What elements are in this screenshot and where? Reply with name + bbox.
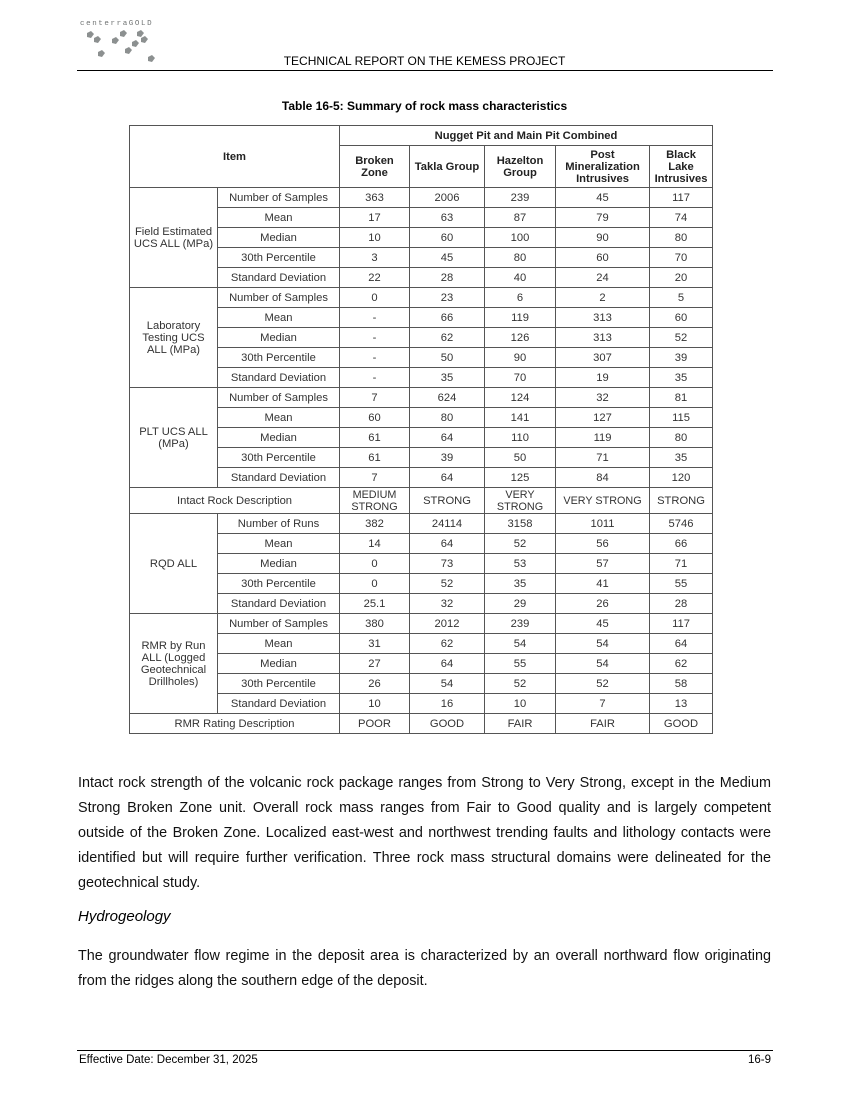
table-row [130, 268, 713, 288]
table-cell: 115 [650, 408, 713, 428]
table-row [130, 308, 713, 328]
table-cell: - [340, 348, 410, 368]
body-paragraph-1: Intact rock strength of the volcanic rock package ranges from Strong to Very Strong, except in the Medium Strong Broken Zone unit. Overall rock mass ranges from Fair to Good quality and is largely competent outside of the Broken Zone. Localized east-west and northwest trending faults and lithology contacts were identified but will require further verification. Three rock mass structural domains were delineated for the geotechnical study. [78, 775, 771, 891]
row-item: Mean [218, 534, 340, 554]
table-cell: 60 [650, 308, 713, 328]
summary-row [130, 714, 713, 734]
page-number: 16-9 [747, 1054, 771, 1066]
table-cell: 50 [410, 348, 485, 368]
table-cell: 17 [340, 208, 410, 228]
section-label: RQD ALL [130, 514, 218, 614]
row-item: Standard Deviation [218, 694, 340, 714]
table-row [130, 228, 713, 248]
summary-cell: MEDIUM STRONG [340, 488, 410, 514]
row-item: Number of Runs [218, 514, 340, 534]
table-cell: 35 [485, 574, 556, 594]
table-cell: 52 [485, 674, 556, 694]
table-cell: 64 [410, 654, 485, 674]
table-cell: 239 [485, 614, 556, 634]
table-cell: 20 [650, 268, 713, 288]
summary-cell: FAIR [556, 714, 650, 734]
column-header: Black Lake Intrusives [650, 146, 713, 188]
summary-row [130, 488, 713, 514]
table-row [130, 248, 713, 268]
table-cell: 52 [556, 674, 650, 694]
table-cell: 54 [556, 654, 650, 674]
table-cell: 52 [410, 574, 485, 594]
table-cell: 119 [556, 428, 650, 448]
table-cell: 2 [556, 288, 650, 308]
table-cell: 84 [556, 468, 650, 488]
table-cell: 61 [340, 448, 410, 468]
table-body [130, 188, 713, 734]
table-row [130, 694, 713, 714]
table-cell: 110 [485, 428, 556, 448]
table-cell: 5 [650, 288, 713, 308]
table-cell: 126 [485, 328, 556, 348]
row-item: 30th Percentile [218, 248, 340, 268]
table-cell: 35 [650, 448, 713, 468]
effective-date: Effective Date: December 31, 2025 [79, 1054, 258, 1066]
table-cell: 0 [340, 574, 410, 594]
table-cell: 7 [340, 468, 410, 488]
report-title: TECHNICAL REPORT ON THE KEMESS PROJECT [283, 54, 566, 68]
table-row [130, 368, 713, 388]
table-cell: 119 [485, 308, 556, 328]
table-cell: 71 [650, 554, 713, 574]
table-cell: 127 [556, 408, 650, 428]
table-cell: 60 [340, 408, 410, 428]
section-label: Field Estimated UCS ALL (MPa) [130, 188, 218, 288]
section-label: PLT UCS ALL (MPa) [130, 388, 218, 488]
table-cell: 40 [485, 268, 556, 288]
table-cell: 117 [650, 188, 713, 208]
summary-cell: VERY STRONG [556, 488, 650, 514]
table-cell: 117 [650, 614, 713, 634]
table-row [130, 448, 713, 468]
table-cell: 10 [340, 694, 410, 714]
table-cell: 23 [410, 288, 485, 308]
table-cell: 26 [340, 674, 410, 694]
group-header: Nugget Pit and Main Pit Combined [340, 126, 713, 146]
table-cell: 61 [340, 428, 410, 448]
section-label: Laboratory Testing UCS ALL (MPa) [130, 288, 218, 388]
body-paragraph-2: The groundwater flow regime in the deposit area is characterized by an overall northward flow originating from the ridges along the southern edge of the deposit. [78, 948, 771, 989]
table-row [130, 348, 713, 368]
footer-divider [77, 1050, 773, 1051]
table-cell: 363 [340, 188, 410, 208]
table-cell: 0 [340, 288, 410, 308]
table-cell: 10 [485, 694, 556, 714]
table-row [130, 208, 713, 228]
table-cell: 41 [556, 574, 650, 594]
table-cell: 45 [556, 614, 650, 634]
column-header: Broken Zone [340, 146, 410, 188]
table-cell: 6 [485, 288, 556, 308]
table-row [130, 328, 713, 348]
table-cell: 35 [410, 368, 485, 388]
table-cell: 7 [340, 388, 410, 408]
table-cell: 13 [650, 694, 713, 714]
table-cell: 55 [485, 654, 556, 674]
summary-cell: FAIR [485, 714, 556, 734]
table-cell: 80 [650, 428, 713, 448]
summary-cell: GOOD [410, 714, 485, 734]
table-cell: - [340, 328, 410, 348]
table-cell: 382 [340, 514, 410, 534]
table-cell: 39 [650, 348, 713, 368]
table-row [130, 614, 713, 634]
table-cell: 7 [556, 694, 650, 714]
table-cell: 26 [556, 594, 650, 614]
table-cell: 35 [650, 368, 713, 388]
table-cell: 31 [340, 634, 410, 654]
summary-label: RMR Rating Description [130, 714, 340, 734]
table-row [130, 468, 713, 488]
table-cell: 27 [340, 654, 410, 674]
table-cell: 70 [485, 368, 556, 388]
table-cell: 80 [410, 408, 485, 428]
table-cell: 54 [410, 674, 485, 694]
table-cell: 54 [485, 634, 556, 654]
table-cell: 32 [556, 388, 650, 408]
row-item: Number of Samples [218, 288, 340, 308]
table-cell: 45 [410, 248, 485, 268]
column-header: Takla Group [410, 146, 485, 188]
table-cell: 25.1 [340, 594, 410, 614]
table-cell: 2006 [410, 188, 485, 208]
header-divider [77, 70, 773, 71]
row-item: Number of Samples [218, 614, 340, 634]
table-cell: 87 [485, 208, 556, 228]
table-cell: 54 [556, 634, 650, 654]
table-row [130, 634, 713, 654]
table-cell: 28 [410, 268, 485, 288]
table-cell: 62 [410, 634, 485, 654]
table-row [130, 574, 713, 594]
row-item: 30th Percentile [218, 674, 340, 694]
table-cell: 100 [485, 228, 556, 248]
table-cell: 53 [485, 554, 556, 574]
table-cell: 64 [410, 428, 485, 448]
column-header: Hazelton Group [485, 146, 556, 188]
table-cell: 24 [556, 268, 650, 288]
table-cell: 90 [556, 228, 650, 248]
summary-cell: POOR [340, 714, 410, 734]
table-row [130, 674, 713, 694]
summary-cell: VERY STRONG [485, 488, 556, 514]
row-item: Median [218, 428, 340, 448]
row-item: Median [218, 228, 340, 248]
table-cell: 3 [340, 248, 410, 268]
table-cell: 80 [485, 248, 556, 268]
table-cell: 64 [410, 468, 485, 488]
table-cell: 45 [556, 188, 650, 208]
row-item: Number of Samples [218, 188, 340, 208]
table-cell: 124 [485, 388, 556, 408]
table-cell: 66 [410, 308, 485, 328]
table-cell: 81 [650, 388, 713, 408]
table-cell: 70 [650, 248, 713, 268]
row-item: Standard Deviation [218, 268, 340, 288]
summary-cell: STRONG [650, 488, 713, 514]
table-cell: 29 [485, 594, 556, 614]
table-row [130, 408, 713, 428]
table-cell: 307 [556, 348, 650, 368]
row-item: Mean [218, 308, 340, 328]
table-row [130, 654, 713, 674]
table-cell: 74 [650, 208, 713, 228]
table-cell: 55 [650, 574, 713, 594]
table-cell: 125 [485, 468, 556, 488]
table-cell: 62 [650, 654, 713, 674]
section-subheading: Hydrogeology [78, 908, 171, 925]
row-item: Mean [218, 208, 340, 228]
table-cell: 313 [556, 308, 650, 328]
table-cell: 239 [485, 188, 556, 208]
row-item: 30th Percentile [218, 348, 340, 368]
logo-text: centerraGOLD [80, 20, 154, 28]
table-cell: 5746 [650, 514, 713, 534]
row-item: 30th Percentile [218, 448, 340, 468]
summary-cell: GOOD [650, 714, 713, 734]
summary-cell: STRONG [410, 488, 485, 514]
table-row [130, 188, 713, 208]
table-cell: 14 [340, 534, 410, 554]
table-cell: 52 [650, 328, 713, 348]
row-item: Standard Deviation [218, 468, 340, 488]
row-item: Mean [218, 634, 340, 654]
table-cell: - [340, 308, 410, 328]
table-row [130, 428, 713, 448]
table-row [130, 388, 713, 408]
table-cell: 64 [650, 634, 713, 654]
table-cell: 624 [410, 388, 485, 408]
table-cell: 90 [485, 348, 556, 368]
table-row [130, 594, 713, 614]
table-cell: 66 [650, 534, 713, 554]
table-cell: 32 [410, 594, 485, 614]
table-row [130, 288, 713, 308]
item-header: Item [130, 126, 340, 188]
table-cell: 50 [485, 448, 556, 468]
summary-label: Intact Rock Description [130, 488, 340, 514]
column-header: Post Mineralization Intrusives [556, 146, 650, 188]
table-row [130, 554, 713, 574]
table-cell: 2012 [410, 614, 485, 634]
table-cell: 57 [556, 554, 650, 574]
row-item: Mean [218, 408, 340, 428]
table-cell: 24114 [410, 514, 485, 534]
row-item: Standard Deviation [218, 368, 340, 388]
rock-mass-table [129, 125, 713, 734]
table-cell: 58 [650, 674, 713, 694]
table-cell: 3158 [485, 514, 556, 534]
table-cell: - [340, 368, 410, 388]
table-cell: 380 [340, 614, 410, 634]
row-item: Number of Samples [218, 388, 340, 408]
table-cell: 22 [340, 268, 410, 288]
table-row [130, 514, 713, 534]
row-item: Median [218, 654, 340, 674]
table-cell: 10 [340, 228, 410, 248]
table-cell: 60 [410, 228, 485, 248]
table-cell: 64 [410, 534, 485, 554]
row-item: Median [218, 328, 340, 348]
table-cell: 73 [410, 554, 485, 574]
section-label: RMR by Run ALL (Logged Geotechnical Drillholes) [130, 614, 218, 714]
table-caption: Table 16-5: Summary of rock mass characteristics [281, 99, 568, 113]
table-cell: 313 [556, 328, 650, 348]
table-row [130, 534, 713, 554]
table-cell: 28 [650, 594, 713, 614]
table-cell: 141 [485, 408, 556, 428]
table-cell: 80 [650, 228, 713, 248]
table-cell: 56 [556, 534, 650, 554]
table-cell: 62 [410, 328, 485, 348]
row-item: 30th Percentile [218, 574, 340, 594]
row-item: Standard Deviation [218, 594, 340, 614]
table-cell: 71 [556, 448, 650, 468]
table-cell: 52 [485, 534, 556, 554]
table-cell: 19 [556, 368, 650, 388]
table-cell: 79 [556, 208, 650, 228]
table-cell: 120 [650, 468, 713, 488]
row-item: Median [218, 554, 340, 574]
table-cell: 1011 [556, 514, 650, 534]
table-cell: 39 [410, 448, 485, 468]
table-cell: 0 [340, 554, 410, 574]
table-cell: 63 [410, 208, 485, 228]
table-cell: 16 [410, 694, 485, 714]
table-cell: 60 [556, 248, 650, 268]
